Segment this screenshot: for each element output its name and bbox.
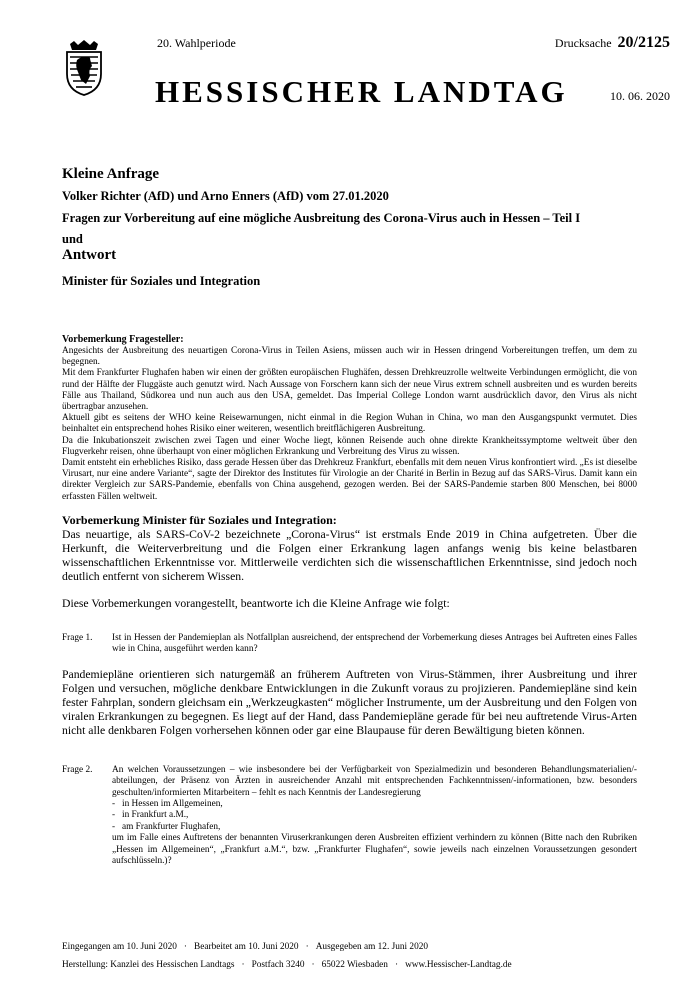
- list-item-text: in Hessen im Allgemeinen,: [122, 798, 223, 809]
- document-title: HESSISCHER LANDTAG: [155, 74, 568, 109]
- list-item: - in Hessen im Allgemeinen,: [112, 798, 223, 809]
- authors: Volker Richter (AfD) und Arno Enners (AfD) vom 27.01.2020: [62, 189, 389, 203]
- question-2-text: An welchen Voraussetzungen – wie insbesondere bei der Verfügbarkeit von Spezialmedizin und besonderen Behandlungsmaterialien/-abteilungen, der Präsenz von Ärzten in ausreichender Anzahl mit entsprechenden Fachkenntnissen/-informationen, bzw. besonders geschulten/informierten Mitarbeitern – fehlt es nach Kenntnis der Landesregierung: [112, 764, 637, 798]
- postbox: Postfach 3240: [251, 960, 305, 970]
- drucksache: [555, 34, 670, 52]
- list-item-text: am Frankfurter Flughafen,: [122, 821, 221, 832]
- question-1: [62, 633, 637, 656]
- website-link[interactable]: www.Hessischer-Landtag.de: [405, 960, 512, 970]
- question-2-body: [112, 765, 637, 868]
- minister: Minister für Soziales und Integration: [62, 274, 261, 288]
- minister-note-closing: Diese Vorbemerkungen vorangestellt, beantworte ich die Kleine Anfrage wie folgt:: [62, 596, 450, 610]
- und-label: und: [62, 232, 83, 246]
- minister-note-paragraph: Das neuartige, als SARS-CoV-2 bezeichnete „Corona-Virus“ ist erstmals Ende 2019 in China aufgetreten. Über die Herkunft, die Weiterverbreitung und die Folgen einer Erkrankung lagen anfangs wenig bis keine belastbaren wissenschaftlichen Erkenntnisse vor. Mittlerweile verdichten sich die wissenschaftlichen Erkenntnisse, sind jedoch noch deutlich entfernt von sicherem Wissen.: [62, 527, 637, 584]
- content: [62, 334, 637, 867]
- question-2-tail: um im Falle eines Auftretens der benannten Viruserkrankungen deren Ausbreiten effizient verhindern zu können (Bitte nach den Rubriken „Hessen im Allgemeinen“, „Frankfurt a.M.“, bzw. „Frankfurter Flughafen“, sowie jeweils nach einzelnen Voraussetzungen gesondert aufschlüsseln.)?: [112, 833, 637, 866]
- fragesteller-heading: Vorbemerkung Fragesteller:: [62, 334, 184, 345]
- list-item: - am Frankfurter Flughafen,: [112, 821, 221, 832]
- fragesteller-paragraph: Da die Inkubationszeit zwischen zwei Tagen und einer Woche liegt, können Reisende auch ohne direkte Krankheitssymptome weltweit über den Flugverkehr reisen, ohne überhaupt von einer möglichen Erkrankung und Verbreitung des Virus zu wissen.: [62, 435, 637, 457]
- footer-publisher: Herstellung: Kanzlei des Hessischen Landtags · Postfach 3240 · 65022 Wiesbaden · www.Hessischer-Landtag.de: [62, 960, 512, 970]
- document-date: 10. 06. 2020: [610, 89, 670, 103]
- publisher: Herstellung: Kanzlei des Hessischen Landtags: [62, 960, 235, 970]
- wahlperiode: 20. Wahlperiode: [157, 36, 236, 50]
- issued-date: Ausgegeben am 12. Juni 2020: [315, 942, 429, 952]
- subject: Fragen zur Vorbereitung auf eine mögliche Ausbreitung des Corona-Virus auch in Hessen – Teil I: [62, 211, 581, 225]
- city: 65022 Wiesbaden: [321, 960, 388, 970]
- question-2-label: Frage 2.: [62, 764, 93, 775]
- answer-1: Pandemiepläne orientieren sich naturgemäß an früherem Auftreten von Virus-Stämmen, ihrer Ausbreitung und ihrer Folgen und versuchen, mögliche denkbare Entwicklungen in die Zukunft voraus zu projizieren. Pandemiepläne sind kein fester Fahrplan, sondern gleichsam ein „Werkzeugkasten“ möglicher Instrumente, um der Ausbreitung und den Folgen von viralen Erkrankungen zu begegnen. Es liegt auf der Hand, dass Pandemiepläne gerade für bei neu auftretende Virus-Arten nicht alle denkbaren Folgen vorhersehen können oder gar eine Blaupause für deren Bewältigung bieten können.: [62, 667, 637, 738]
- intro-block: [62, 166, 642, 289]
- footer-dates: Eingegangen am 10. Juni 2020 · Bearbeitet am 10. Juni 2020 · Ausgegeben am 12. Juni 2020: [62, 942, 429, 952]
- question-1-text: Ist in Hessen der Pandemieplan als Notfallplan ausreichend, der entsprechend der Vorbemerkung dieses Antrages bei Auftreten eines Falles wie in China, ausgeführt werden kann?: [112, 632, 637, 655]
- question-2: [62, 765, 637, 868]
- list-item-text: in Frankfurt a.M.,: [122, 810, 189, 821]
- footer: [62, 938, 642, 974]
- antwort-label: Antwort: [62, 247, 117, 263]
- fragesteller-paragraph: Angesichts der Ausbreitung des neuartigen Corona-Virus in Teilen Asiens, müssen auch wir in Hessen dringend Vorbereitungen treffen, um dem zu begegnen.: [62, 346, 637, 368]
- fragesteller-paragraph: Damit entsteht ein erhebliches Risiko, dass gerade Hessen über das Drehkreuz Frankfurt, ebenfalls mit dem neuen Virus konfrontiert wird. „Es ist dieselbe Virusart, nur eine andere Variante“, sagte der Direktor des Institutes für Virologie an der Charité in Berlin in Bezug auf das SARS-Virus. Damit kann ein direkter Vergleich zur SARS-Pandemie, ebenfalls von China ausgehend, gezogen werden. Bei der SARS-Pandemie starben 800 Menschen, bei 8000 erfassten Fällen weltweit.: [62, 458, 637, 502]
- minister-note-heading: Vorbemerkung Minister für Soziales und Integration:: [62, 512, 337, 527]
- received-date: Eingegangen am 10. Juni 2020: [62, 942, 177, 952]
- drucksache-label: Drucksache: [554, 36, 612, 50]
- drucksache-number: 20/2125: [617, 34, 670, 51]
- hessen-coat-of-arms-icon: [62, 40, 106, 96]
- list-item: - in Frankfurt a.M.,: [112, 810, 189, 821]
- question-1-label: Frage 1.: [62, 632, 93, 643]
- fragesteller-paragraph: Mit dem Frankfurter Flughafen haben wir einen der größten europäischen Flughäfen, dessen Drehkreuzrolle weltweite Verbindungen ermöglicht, die von rund der Hälfte der Fluggäste auch genutzt wird. Nach Aussage von Forschern kann sich der neue Virus extrem schnell ausbreiten und es wurden bereits Fälle aus Thailand, Südkorea und nun auch aus den USA, gemeldet. Das Imperial College London warnt ausdrücklich davor, den Virus als nicht übertragbar anzusehen.: [62, 368, 637, 413]
- request-type: Kleine Anfrage: [62, 166, 160, 182]
- fragesteller-paragraph: Aktuell gibt es seitens der WHO keine Reisewarnungen, nicht einmal in die Region Wuhan in China, wo man den Ausgangspunkt vermutet. Dies beinhaltet ein entsprechend hohes Risiko einer weiteren, wesentlich breitflächigeren Ausbreitung.: [62, 413, 637, 435]
- processed-date: Bearbeitet am 10. Juni 2020: [194, 942, 299, 952]
